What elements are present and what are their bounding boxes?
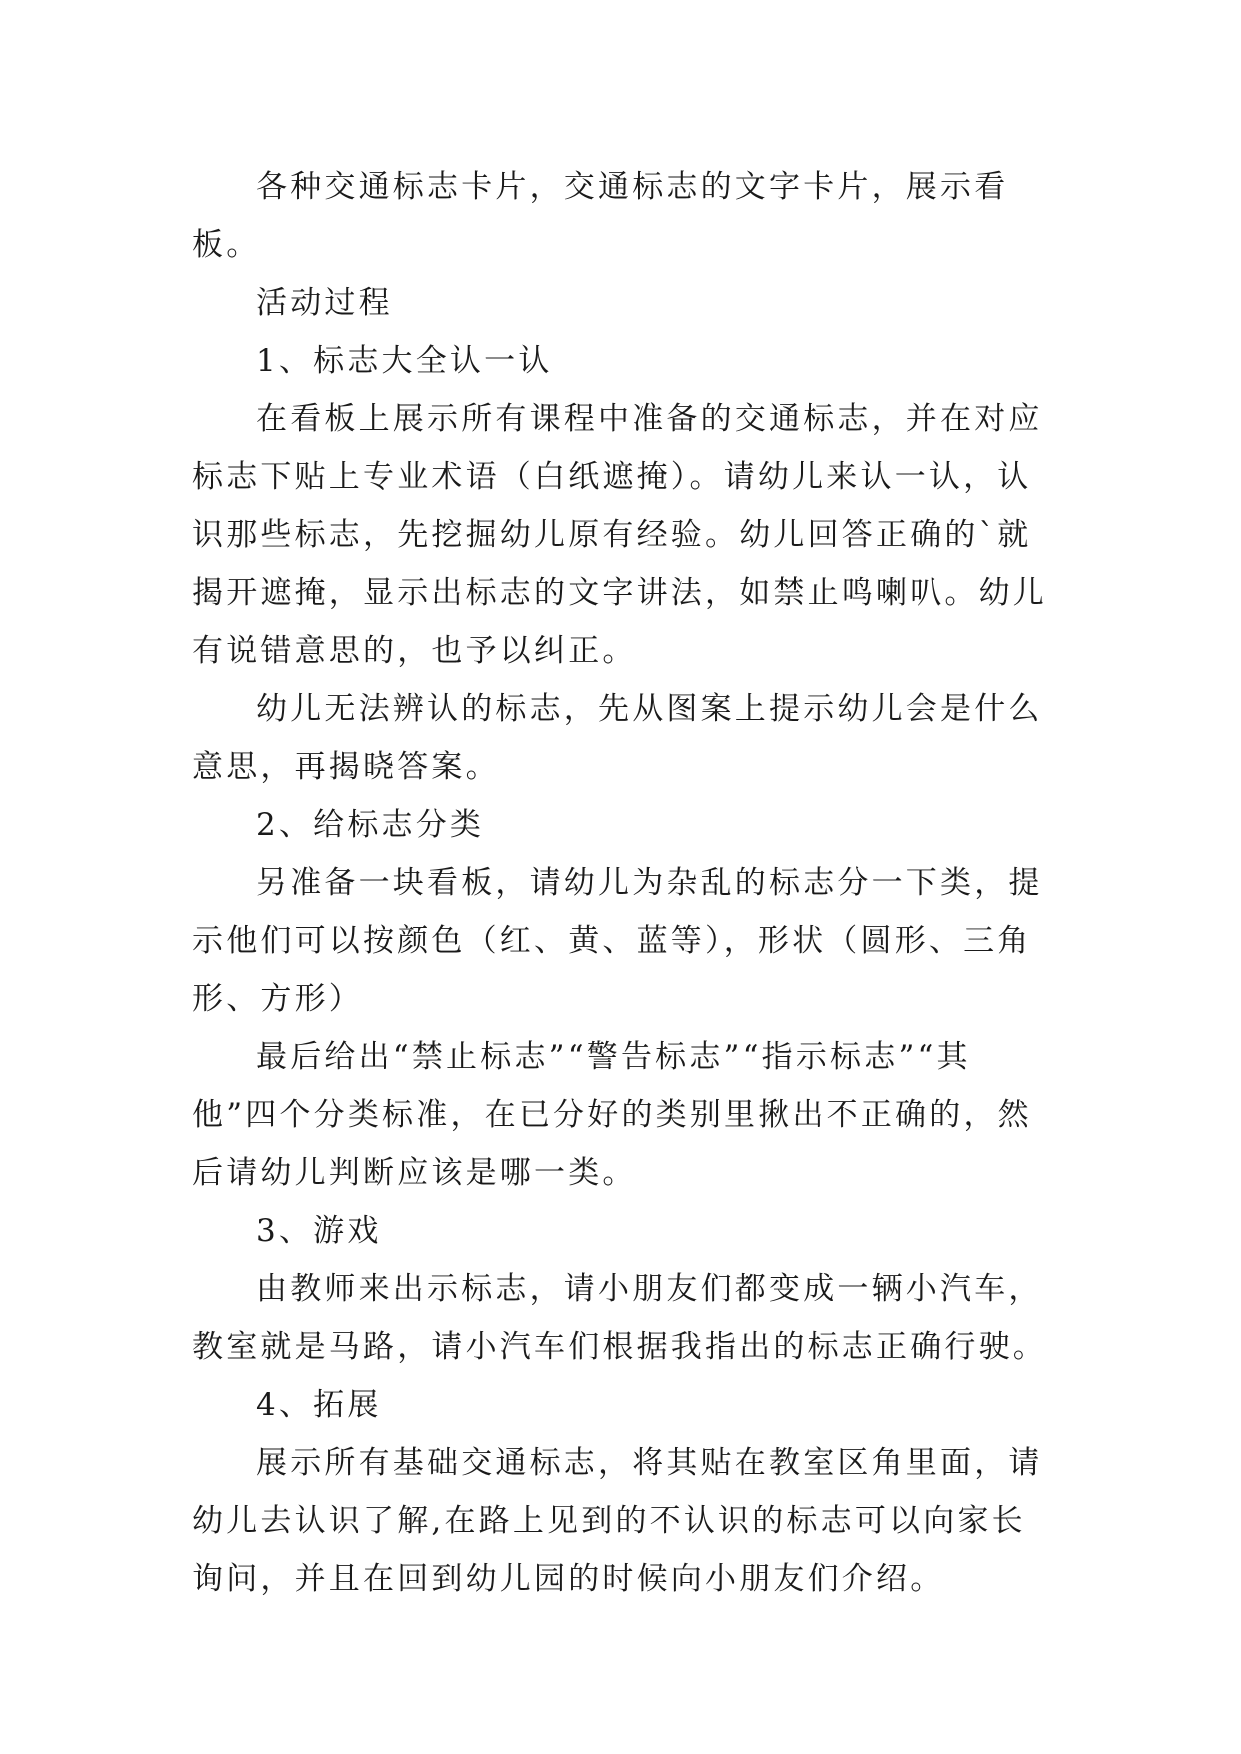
paragraph-step-4: 展示所有基础交通标志，将其贴在教室区角里面，请幼儿去认识了解,在路上见到的不认识的标志可以向家长询问，并且在回到幼儿园的时候向小朋友们介绍。 <box>192 1445 1043 1597</box>
paragraph-step-1-followup: 幼儿无法辨认的标志，先从图案上提示幼儿会是什么意思，再揭晓答案。 <box>192 691 1043 785</box>
paragraph-step-2-intro: 另准备一块看板，请幼儿为杂乱的标志分一下类，提示他们可以按颜色（红、黄、蓝等），形状（圆形、三角形、方形） <box>192 865 1043 1017</box>
paragraph-step-2-followup: 最后给出“禁止标志”“警告标志”“指示标志”“其他”四个分类标准，在已分好的类别里揪出不正确的，然后请幼儿判断应该是哪一类。 <box>192 1039 1032 1191</box>
paragraph-step-3: 由教师来出示标志，请小朋友们都变成一辆小汽车，教室就是马路，请小汽车们根据我指出的标志正确行驶。 <box>192 1271 1047 1365</box>
heading-step-3: 3、游戏 <box>256 1213 382 1249</box>
heading-step-1: 1、标志大全认一认 <box>256 343 553 379</box>
heading-step-2: 2、给标志分类 <box>256 807 485 843</box>
heading-activity-process: 活动过程 <box>256 285 393 321</box>
document-page <box>192 158 1052 1608</box>
paragraph-materials: 各种交通标志卡片，交通标志的文字卡片，展示看板。 <box>192 169 1009 263</box>
paragraph-step-1-intro: 在看板上展示所有课程中准备的交通标志，并在对应标志下贴上专业术语（白纸遮掩）。请幼儿来认一认，认识那些标志，先挖掘幼儿原有经验。幼儿回答正确的`就揭开遮掩，显示出标志的文字讲法，如禁止鸣喇叭。幼儿有说错意思的，也予以纠正。 <box>192 401 1047 669</box>
heading-step-4: 4、拓展 <box>256 1387 382 1423</box>
